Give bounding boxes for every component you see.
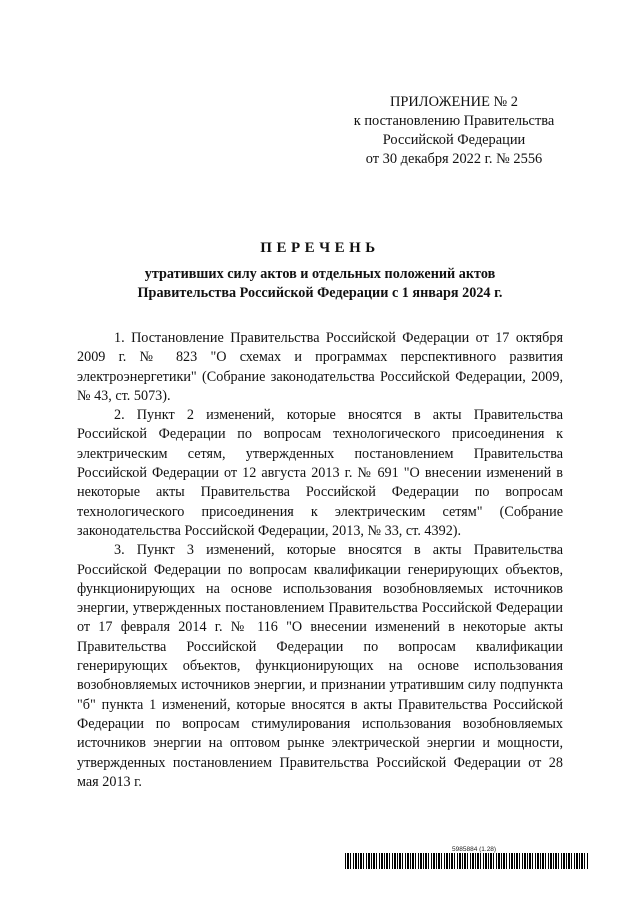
document-title: ПЕРЕЧЕНЬ (260, 240, 380, 256)
subtitle-line-1: утративших силу актов и отдельных положений актов (144, 266, 496, 282)
appendix-date-number: от 30 декабря 2022 г. № 2556 (365, 151, 543, 167)
subtitle-line-2: Правительства Российской Федерации с 1 января 2024 г. (137, 285, 503, 301)
list-item-1: 1. Постановление Правительства Российской Федерации от 17 октября 2009 г. № 823 "О схемах и программах перспективного развития электроэнергетики" (Собрание законодательства Российской Федерации, 2009, № 43, ст. 5073). (77, 330, 563, 404)
appendix-government: Российской Федерации (382, 132, 526, 148)
barcode-image (345, 853, 589, 869)
document-subtitle (0, 265, 640, 303)
appendix-header (330, 93, 578, 169)
barcode-number: 5985884 (1.28) (452, 846, 497, 853)
document-body (77, 329, 563, 792)
appendix-resolution-ref: к постановлению Правительства (353, 113, 555, 129)
list-item-3: 3. Пункт 3 изменений, которые вносятся в акты Правительства Российской Федерации по вопросам квалификации генерирующих объектов, функционирующих на основе использования возобновляемых источников энергии, утвержденных постановлением Правительства Российской Федерации от 17 февраля 2014 г. № 116 "О внесении изменений в некоторые акты Правительства Российской Федерации по вопросам квалификации генерирующих объектов, функционирующих на основе использования возобновляемых источников энергии, и признании утратившим силу подпункта "б" пункта 1 изменений, которые вносятся в акты Правительства Российской Федерации по вопросам стимулирования использования возобновляемых источников энергии на оптовом рынке электрической энергии и мощности, утвержденных постановлением Правительства Российской Федерации от 28 мая 2013 г. (77, 542, 563, 790)
appendix-number: ПРИЛОЖЕНИЕ № 2 (390, 94, 518, 110)
list-item-2: 2. Пункт 2 изменений, которые вносятся в акты Правительства Российской Федерации по вопросам технологического присоединения к электрическим сетям, утвержденных постановлением Правительства Российской Федерации от 12 августа 2013 г. № 691 "О внесении изменений в некоторые акты Правительства Российской Федерации по вопросам технологического присоединения к электрическим сетям" (Собрание законодательства Российской Федерации, 2013, № 33, ст. 4392). (77, 407, 563, 539)
